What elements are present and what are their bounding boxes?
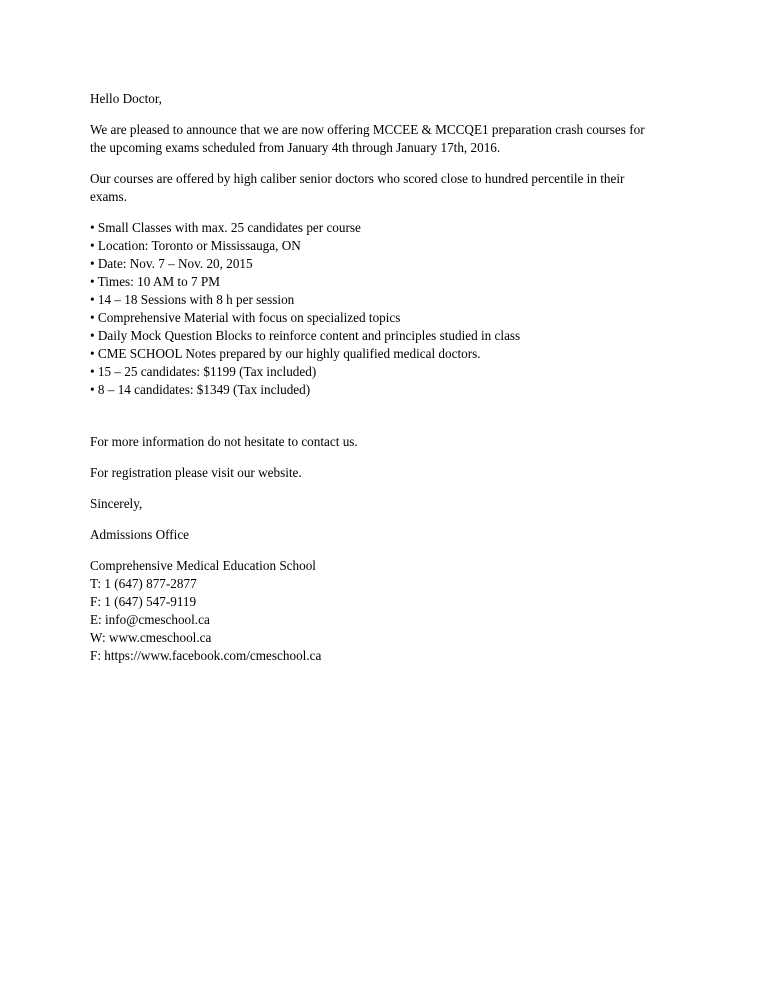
courses-paragraph	[90, 170, 624, 206]
contact-block	[90, 557, 321, 665]
list-item: • Location: Toronto or Mississauga, ON	[90, 238, 301, 253]
features-list	[90, 219, 520, 399]
school-name: Comprehensive Medical Education School	[90, 558, 316, 573]
closing: Sincerely,	[90, 496, 143, 511]
list-item: • 8 – 14 candidates: $1349 (Tax included)	[90, 382, 311, 397]
courses-line: Our courses are offered by high caliber senior doctors who scored close to hundred percentile in their	[90, 171, 625, 186]
contact-website: W: www.cmeschool.ca	[90, 630, 212, 645]
greeting: Hello Doctor,	[90, 91, 162, 106]
intro-line: the upcoming exams scheduled from January 4th through January 17th, 2016.	[90, 140, 501, 155]
list-item: • 15 – 25 candidates: $1199 (Tax included)	[90, 364, 317, 379]
intro-paragraph	[90, 121, 645, 157]
contact-phone: T: 1 (647) 877-2877	[90, 576, 197, 591]
contact-facebook: F: https://www.facebook.com/cmeschool.ca	[90, 648, 322, 663]
list-item: • 14 – 18 Sessions with 8 h per session	[90, 292, 295, 307]
list-item: • Comprehensive Material with focus on specialized topics	[90, 310, 401, 325]
registration-line: For registration please visit our website.	[90, 465, 302, 480]
more-info-line: For more information do not hesitate to contact us.	[90, 434, 358, 449]
list-item: • CME SCHOOL Notes prepared by our highly qualified medical doctors.	[90, 346, 481, 361]
contact-email: E: info@cmeschool.ca	[90, 612, 210, 627]
list-item: • Times: 10 AM to 7 PM	[90, 274, 220, 289]
courses-line: exams.	[90, 189, 127, 204]
contact-fax: F: 1 (647) 547-9119	[90, 594, 197, 609]
list-item: • Daily Mock Question Blocks to reinforce content and principles studied in class	[90, 328, 521, 343]
intro-line: We are pleased to announce that we are now offering MCCEE & MCCQE1 preparation crash courses for	[90, 122, 645, 137]
list-item: • Date: Nov. 7 – Nov. 20, 2015	[90, 256, 253, 271]
list-item: • Small Classes with max. 25 candidates per course	[90, 220, 361, 235]
signatory: Admissions Office	[90, 527, 190, 542]
